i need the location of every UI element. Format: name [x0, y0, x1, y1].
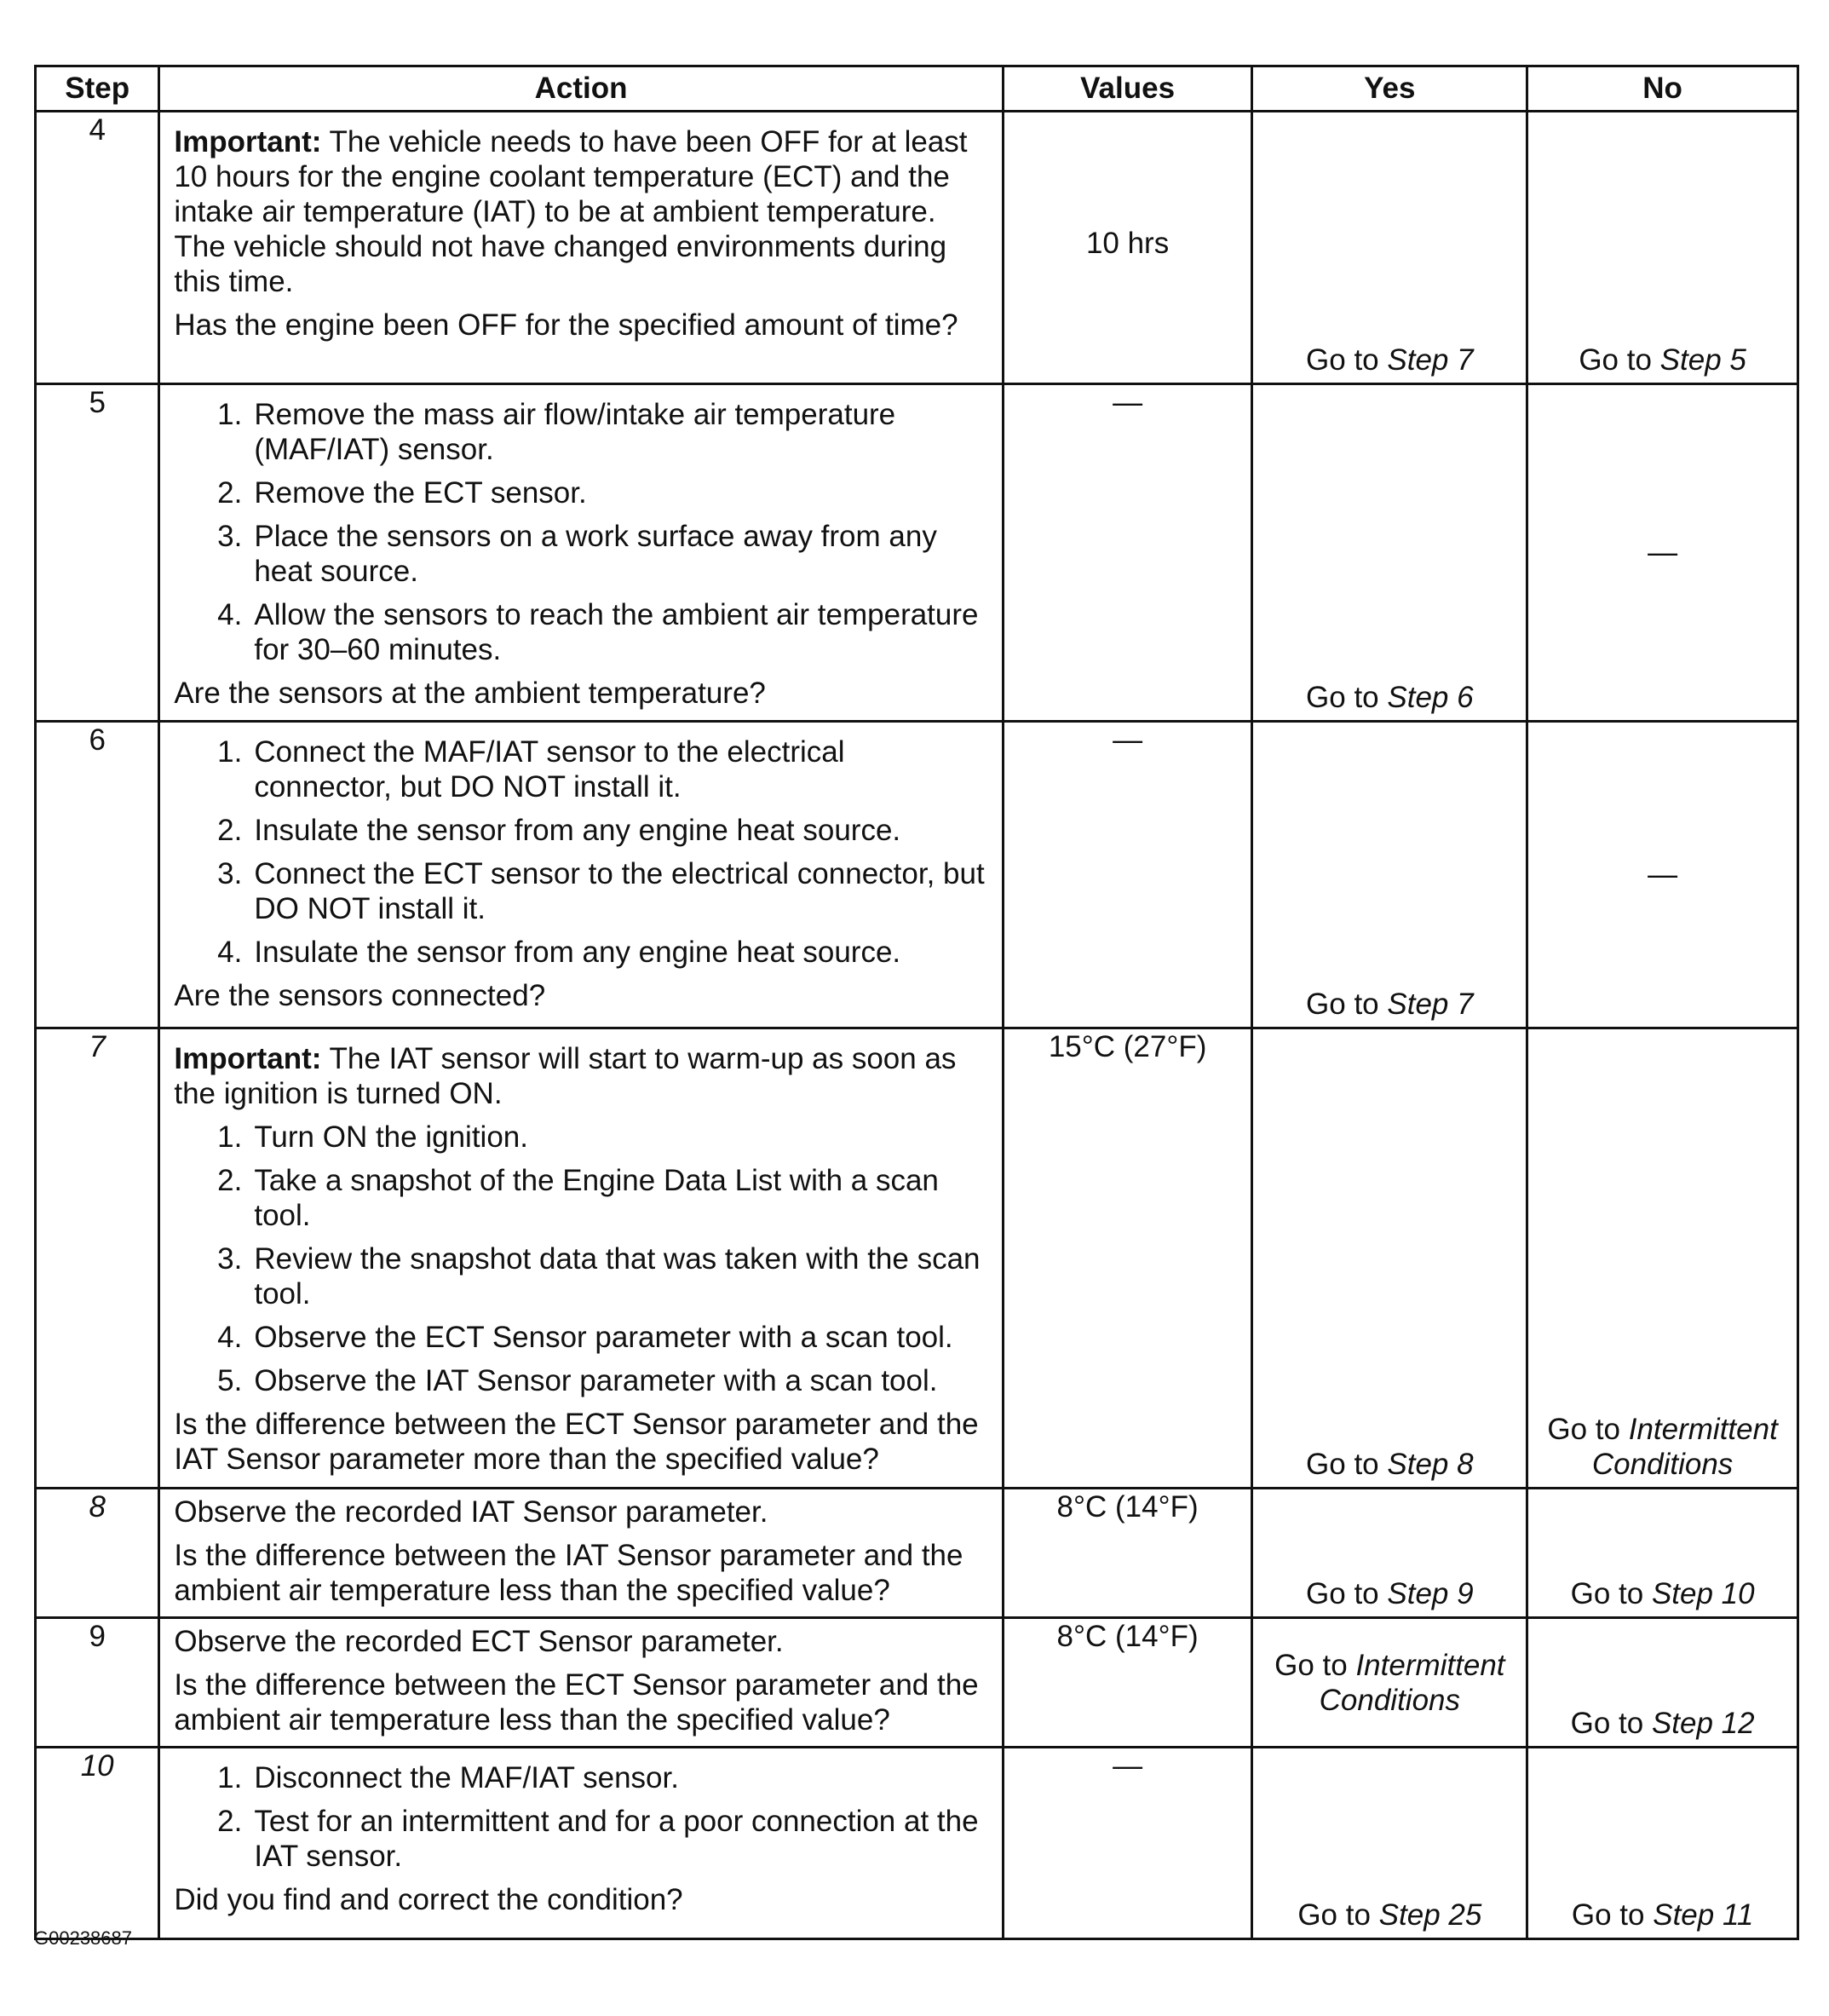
header-action: Action	[159, 66, 1003, 112]
no-prefix: Go to	[1570, 1707, 1644, 1740]
yes-step-link[interactable]: Step 7	[1387, 988, 1474, 1021]
important-label: Important:	[174, 125, 322, 158]
yes-result[interactable]	[1253, 1576, 1526, 1611]
procedure-list	[174, 1760, 984, 1874]
table-row-step-6	[36, 722, 1798, 1028]
no-prefix: Go to	[1547, 1413, 1620, 1446]
header-values: Values	[1003, 66, 1252, 112]
no-result[interactable]	[1528, 1706, 1797, 1741]
important-text: The IAT sensor will start to warm-up as soon as the ignition is turned ON.	[174, 1042, 957, 1110]
yes-result[interactable]	[1253, 343, 1526, 377]
no-cell	[1527, 1489, 1798, 1618]
table-row-step-7	[36, 1028, 1798, 1489]
question-text: Has the engine been OFF for the specified amount of time?	[174, 308, 958, 342]
no-prefix: Go to	[1570, 1577, 1644, 1610]
value-cell: 8°C (14°F)	[1003, 1618, 1252, 1748]
action-cell	[159, 722, 1003, 1028]
yes-prefix: Go to	[1306, 343, 1379, 377]
yes-result[interactable]	[1253, 987, 1526, 1022]
no-cell	[1527, 1618, 1798, 1748]
action-cell	[159, 1618, 1003, 1748]
no-cell	[1527, 112, 1798, 384]
value-cell: —	[1003, 722, 1252, 1028]
yes-step-link[interactable]: Step 7	[1387, 343, 1474, 377]
important-note	[174, 1041, 984, 1111]
yes-prefix: Go to	[1306, 681, 1379, 714]
question-text: Is the difference between the ECT Sensor parameter and the ambient air temperature less than the specified value?	[174, 1668, 979, 1737]
yes-cell	[1252, 1489, 1527, 1618]
header-no: No	[1527, 66, 1798, 112]
value-cell: 15°C (27°F)	[1003, 1028, 1252, 1489]
no-cell: —	[1527, 722, 1798, 1028]
list-item: 2. Remove the ECT sensor.	[217, 476, 587, 510]
yes-prefix: Go to	[1306, 1448, 1379, 1481]
no-cell	[1527, 1028, 1798, 1489]
action-cell	[159, 1748, 1003, 1939]
procedure-list	[174, 734, 984, 970]
action-cell	[159, 384, 1003, 722]
question-text: Are the sensors at the ambient temperature?	[174, 677, 766, 710]
list-item: 2. Take a snapshot of the Engine Data List with a scan tool.	[217, 1164, 939, 1232]
yes-prefix: Go to	[1274, 1648, 1348, 1682]
yes-cell	[1252, 384, 1527, 722]
question-text: Are the sensors connected?	[174, 979, 546, 1012]
no-step-link[interactable]: Intermittent Conditions	[1591, 1413, 1778, 1481]
procedure-list	[174, 1120, 984, 1398]
list-item: 4. Allow the sensors to reach the ambient air temperature for 30–60 minutes.	[217, 598, 979, 666]
value-cell: 10 hrs	[1003, 112, 1252, 384]
intro-text: Observe the recorded ECT Sensor parameter.	[174, 1625, 784, 1658]
value-cell: —	[1003, 1748, 1252, 1939]
step-number: 8	[36, 1489, 159, 1618]
yes-result[interactable]	[1253, 1447, 1526, 1482]
list-item: 5. Observe the IAT Sensor parameter with a scan tool.	[217, 1364, 938, 1397]
list-item: 1. Disconnect the MAF/IAT sensor.	[217, 1761, 679, 1794]
action-cell	[159, 1489, 1003, 1618]
yes-cell	[1252, 112, 1527, 384]
no-prefix: Go to	[1579, 343, 1652, 377]
table-row-step-9	[36, 1618, 1798, 1748]
no-result[interactable]	[1528, 1576, 1797, 1611]
table-row-step-10	[36, 1748, 1798, 1939]
no-result[interactable]	[1528, 1412, 1797, 1482]
yes-result[interactable]	[1253, 680, 1526, 715]
question-text: Is the difference between the IAT Sensor parameter and the ambient air temperature less than the specified value?	[174, 1539, 963, 1607]
table-row-step-8	[36, 1489, 1798, 1618]
no-step-link[interactable]: Step 11	[1653, 1898, 1754, 1932]
yes-step-link[interactable]: Step 6	[1387, 681, 1474, 714]
figure-id: G00238687	[34, 1927, 132, 1949]
diagnostic-table	[34, 65, 1799, 1940]
yes-step-link[interactable]: Step 9	[1387, 1577, 1474, 1610]
no-cell	[1527, 1748, 1798, 1939]
yes-prefix: Go to	[1306, 1577, 1379, 1610]
no-result[interactable]	[1528, 1898, 1797, 1932]
header-step: Step	[36, 66, 159, 112]
yes-cell	[1252, 1028, 1527, 1489]
step-number: 9	[36, 1618, 159, 1748]
yes-step-link[interactable]: Intermittent Conditions	[1319, 1648, 1505, 1717]
list-item: 4. Insulate the sensor from any engine heat source.	[217, 936, 901, 969]
no-result[interactable]	[1528, 343, 1797, 377]
yes-result[interactable]	[1253, 1648, 1526, 1718]
list-item: 3. Place the sensors on a work surface away from any heat source.	[217, 520, 937, 588]
step-number: 10	[36, 1748, 159, 1939]
list-item: 4. Observe the ECT Sensor parameter with a scan tool.	[217, 1321, 953, 1354]
list-item: 1. Turn ON the ignition.	[217, 1120, 528, 1154]
list-item: 3. Review the snapshot data that was taken with the scan tool.	[217, 1242, 981, 1310]
no-step-link[interactable]: Step 5	[1659, 343, 1746, 377]
step-number: 6	[36, 722, 159, 1028]
list-item: 2. Test for an intermittent and for a poor connection at the IAT sensor.	[217, 1805, 979, 1873]
no-step-link[interactable]: Step 12	[1651, 1707, 1755, 1740]
value-cell: 8°C (14°F)	[1003, 1489, 1252, 1618]
yes-step-link[interactable]: Step 25	[1378, 1898, 1482, 1932]
list-item: 1. Remove the mass air flow/intake air temperature (MAF/IAT) sensor.	[217, 398, 896, 466]
step-number: 7	[36, 1028, 159, 1489]
value-cell: —	[1003, 384, 1252, 722]
yes-step-link[interactable]: Step 8	[1387, 1448, 1474, 1481]
list-item: 1. Connect the MAF/IAT sensor to the electrical connector, but DO NOT install it.	[217, 735, 845, 804]
yes-cell	[1252, 1748, 1527, 1939]
step-number: 5	[36, 384, 159, 722]
step-number: 4	[36, 112, 159, 384]
important-label: Important:	[174, 1042, 322, 1075]
list-item: 2. Insulate the sensor from any engine heat source.	[217, 814, 901, 847]
table-row-step-5	[36, 384, 1798, 722]
header-row	[36, 66, 1798, 112]
list-item: 3. Connect the ECT sensor to the electrical connector, but DO NOT install it.	[217, 857, 985, 925]
table-row-step-4	[36, 112, 1798, 384]
yes-result[interactable]	[1253, 1898, 1526, 1932]
question-text: Did you find and correct the condition?	[174, 1883, 683, 1916]
no-step-link[interactable]: Step 10	[1651, 1577, 1755, 1610]
no-cell: —	[1527, 384, 1798, 722]
yes-prefix: Go to	[1306, 988, 1379, 1021]
yes-cell	[1252, 1618, 1527, 1748]
header-yes: Yes	[1252, 66, 1527, 112]
important-text: The vehicle needs to have been OFF for at least 10 hours for the engine coolant temperature (ECT) and the intake air temperature (IAT) to be at ambient temperature. The vehicle should not have changed environments during this time.	[174, 125, 968, 298]
action-cell	[159, 1028, 1003, 1489]
yes-prefix: Go to	[1297, 1898, 1371, 1932]
yes-cell	[1252, 722, 1527, 1028]
procedure-list	[174, 397, 984, 667]
important-note	[174, 124, 984, 299]
question-text: Is the difference between the ECT Sensor parameter and the IAT Sensor parameter more than the specified value?	[174, 1408, 979, 1476]
intro-text: Observe the recorded IAT Sensor parameter.	[174, 1495, 768, 1529]
no-prefix: Go to	[1571, 1898, 1645, 1932]
action-cell	[159, 112, 1003, 384]
